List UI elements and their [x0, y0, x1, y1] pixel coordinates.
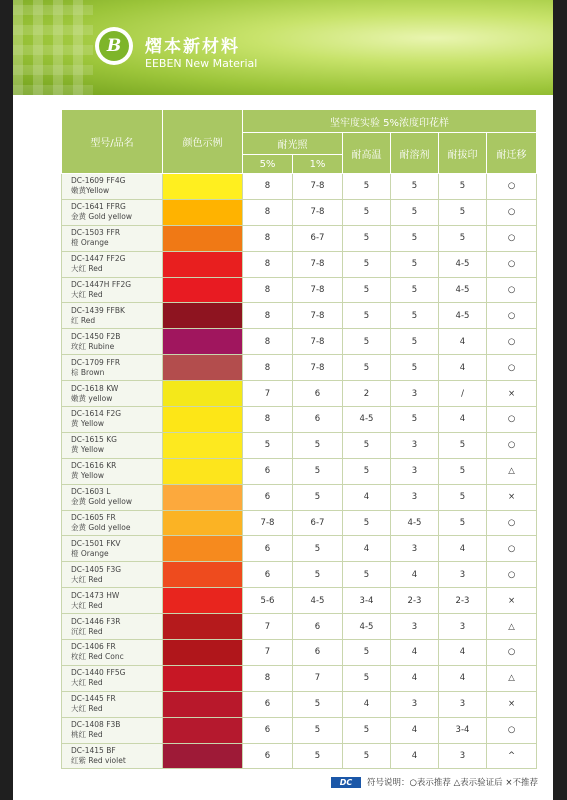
product-name-cell: [62, 329, 163, 355]
migration-symbol: △: [487, 665, 537, 691]
logo-mark: B: [99, 31, 129, 61]
table-row: [62, 432, 537, 458]
light-1pct-value: 6-7: [293, 225, 343, 251]
product-name-cell: [62, 536, 163, 562]
solvent-value: 3: [391, 691, 439, 717]
color-swatch: [163, 665, 243, 691]
solvent-value: 4: [391, 562, 439, 588]
light-5pct-value: 6: [243, 458, 293, 484]
product-code: DC-1615 KG: [71, 435, 117, 445]
product-name-cell: [62, 640, 163, 666]
color-swatch: [163, 251, 243, 277]
product-name-cell: [62, 407, 163, 433]
dc-logo-badge: DC: [331, 777, 361, 788]
migration-symbol: ○: [487, 407, 537, 433]
migration-symbol: ×: [487, 484, 537, 510]
color-swatch: [163, 484, 243, 510]
migration-symbol: ○: [487, 510, 537, 536]
pigment-fastness-table: [61, 109, 537, 769]
bleed-value: 4: [439, 329, 487, 355]
light-5pct-value: 8: [243, 355, 293, 381]
light-5pct-value: 7: [243, 381, 293, 407]
table-row: [62, 691, 537, 717]
light-1pct-value: 6: [293, 407, 343, 433]
heat-value: 5: [343, 277, 391, 303]
color-swatch: [163, 355, 243, 381]
header-color-sample: 颜色示例: [163, 110, 243, 174]
bleed-value: /: [439, 381, 487, 407]
product-label: 玫红 Rubine: [71, 341, 115, 351]
solvent-value: 4: [391, 743, 439, 769]
product-name-cell: [62, 743, 163, 769]
table-row: [62, 562, 537, 588]
product-code: DC-1501 FKV: [71, 538, 121, 548]
product-name-cell: [62, 458, 163, 484]
light-5pct-value: 8: [243, 277, 293, 303]
solvent-value: 4: [391, 665, 439, 691]
migration-symbol: ○: [487, 277, 537, 303]
product-name-cell: [62, 432, 163, 458]
light-5pct-value: 8: [243, 407, 293, 433]
product-label: 黄 Yellow: [71, 471, 104, 481]
migration-symbol: ^: [487, 743, 537, 769]
product-label: 桃红 Red: [71, 730, 103, 740]
product-label: 嫩黄Yellow: [71, 186, 110, 196]
light-1pct-value: 5: [293, 691, 343, 717]
bleed-value: 4: [439, 355, 487, 381]
table-row: [62, 458, 537, 484]
color-swatch: [163, 381, 243, 407]
header-banner: [13, 0, 553, 95]
heat-value: 5: [343, 562, 391, 588]
header-bleed: 耐拔印: [439, 133, 487, 174]
color-swatch: [163, 743, 243, 769]
table-row: [62, 484, 537, 510]
bleed-value: 5: [439, 510, 487, 536]
table-row: [62, 225, 537, 251]
color-swatch: [163, 225, 243, 251]
light-1pct-value: 5: [293, 432, 343, 458]
light-5pct-value: 6: [243, 484, 293, 510]
table-row: [62, 665, 537, 691]
product-code: DC-1614 F2G: [71, 409, 122, 419]
table-row: [62, 355, 537, 381]
product-label: 红 Red: [71, 315, 96, 325]
color-swatch: [163, 199, 243, 225]
product-name-cell: [62, 355, 163, 381]
header-light-5pct: 5%: [243, 155, 293, 174]
light-5pct-value: 5: [243, 432, 293, 458]
light-1pct-value: 6: [293, 381, 343, 407]
product-code: DC-1709 FFR: [71, 357, 121, 367]
table-row: [62, 303, 537, 329]
solvent-value: 5: [391, 251, 439, 277]
symbol-legend: [331, 775, 538, 789]
product-name-cell: [62, 665, 163, 691]
heat-value: 4: [343, 691, 391, 717]
heat-value: 4: [343, 536, 391, 562]
product-code: DC-1473 HW: [71, 590, 120, 600]
bleed-value: 3: [439, 614, 487, 640]
light-5pct-value: 7: [243, 614, 293, 640]
bleed-value: 5: [439, 225, 487, 251]
legend-text: 符号说明：○表示推荐 △表示验证后 ×不推荐: [367, 778, 538, 788]
table-row: [62, 588, 537, 614]
heat-value: 5: [343, 743, 391, 769]
heat-value: 4: [343, 484, 391, 510]
migration-symbol: ○: [487, 251, 537, 277]
product-label: 枚红 Red Conc: [71, 652, 124, 662]
table-row: [62, 329, 537, 355]
brand-name-cn: 熠本新材料: [145, 37, 240, 57]
light-1pct-value: 6: [293, 640, 343, 666]
light-1pct-value: 5: [293, 484, 343, 510]
product-name-cell: [62, 562, 163, 588]
product-label: 大红 Red: [71, 264, 103, 274]
bleed-value: 4: [439, 536, 487, 562]
heat-value: 5: [343, 640, 391, 666]
bleed-value: 4: [439, 665, 487, 691]
product-label: 金黄 Gold yelloe: [71, 523, 131, 533]
product-code: DC-1439 FFBK: [71, 305, 125, 315]
product-name-cell: [62, 614, 163, 640]
light-5pct-value: 7-8: [243, 510, 293, 536]
light-5pct-value: 6: [243, 536, 293, 562]
solvent-value: 5: [391, 277, 439, 303]
migration-symbol: ×: [487, 381, 537, 407]
light-1pct-value: 7-8: [293, 303, 343, 329]
solvent-value: 5: [391, 174, 439, 200]
product-code: DC-1447H FF2G: [71, 280, 132, 289]
migration-symbol: △: [487, 614, 537, 640]
solvent-value: 3: [391, 381, 439, 407]
migration-symbol: ○: [487, 432, 537, 458]
bleed-value: 2-3: [439, 588, 487, 614]
heat-value: 5: [343, 329, 391, 355]
product-code: DC-1405 F3G: [71, 564, 122, 574]
heat-value: 5: [343, 458, 391, 484]
product-name-cell: [62, 225, 163, 251]
table-row: [62, 407, 537, 433]
color-swatch: [163, 588, 243, 614]
solvent-value: 3: [391, 458, 439, 484]
light-1pct-value: 5: [293, 562, 343, 588]
light-5pct-value: 8: [243, 329, 293, 355]
migration-symbol: ○: [487, 303, 537, 329]
light-1pct-value: 5: [293, 717, 343, 743]
color-swatch: [163, 562, 243, 588]
color-swatch: [163, 407, 243, 433]
heat-value: 4-5: [343, 407, 391, 433]
color-swatch: [163, 432, 243, 458]
product-code: DC-1406 FR: [71, 642, 116, 652]
light-5pct-value: 7: [243, 640, 293, 666]
banner-pattern: [13, 0, 93, 95]
header-solvent: 耐溶剂: [391, 133, 439, 174]
solvent-value: 5: [391, 329, 439, 355]
solvent-value: 3: [391, 484, 439, 510]
product-code: DC-1641 FFRG: [71, 202, 126, 212]
heat-value: 5: [343, 303, 391, 329]
product-name-cell: [62, 303, 163, 329]
solvent-value: 4: [391, 640, 439, 666]
color-swatch: [163, 510, 243, 536]
bleed-value: 5: [439, 432, 487, 458]
product-name-cell: [62, 484, 163, 510]
light-1pct-value: 7: [293, 665, 343, 691]
migration-symbol: ○: [487, 640, 537, 666]
product-name-cell: [62, 510, 163, 536]
bleed-value: 4-5: [439, 277, 487, 303]
solvent-value: 5: [391, 303, 439, 329]
header-migration: 耐迁移: [487, 133, 537, 174]
heat-value: 5: [343, 717, 391, 743]
bleed-value: 3: [439, 691, 487, 717]
bleed-value: 4-5: [439, 251, 487, 277]
product-label: 红紫 Red violet: [71, 756, 126, 766]
migration-symbol: ○: [487, 329, 537, 355]
product-label: 大红 Red: [71, 600, 103, 610]
migration-symbol: ○: [487, 562, 537, 588]
color-swatch: [163, 536, 243, 562]
migration-symbol: ○: [487, 355, 537, 381]
brand-logo: [95, 27, 133, 65]
migration-symbol: ×: [487, 691, 537, 717]
table-row: [62, 381, 537, 407]
heat-value: 4-5: [343, 614, 391, 640]
product-name-cell: [62, 588, 163, 614]
light-5pct-value: 8: [243, 665, 293, 691]
solvent-value: 3: [391, 614, 439, 640]
light-1pct-value: 6: [293, 614, 343, 640]
bleed-value: 5: [439, 484, 487, 510]
product-name-cell: [62, 251, 163, 277]
heat-value: 5: [343, 432, 391, 458]
light-1pct-value: 7-8: [293, 174, 343, 200]
solvent-value: 5: [391, 225, 439, 251]
migration-symbol: ○: [487, 536, 537, 562]
light-1pct-value: 7-8: [293, 355, 343, 381]
bleed-value: 5: [439, 199, 487, 225]
heat-value: 5: [343, 199, 391, 225]
table-row: [62, 251, 537, 277]
solvent-value: 5: [391, 407, 439, 433]
color-swatch: [163, 717, 243, 743]
table-row: [62, 199, 537, 225]
solvent-value: 5: [391, 199, 439, 225]
bleed-value: 3: [439, 562, 487, 588]
product-label: 金黄 Gold yellow: [71, 212, 132, 222]
heat-value: 2: [343, 381, 391, 407]
product-label: 嫩黄 yellow: [71, 393, 113, 403]
table-body: [62, 174, 537, 769]
light-1pct-value: 7-8: [293, 199, 343, 225]
color-swatch: [163, 303, 243, 329]
heat-value: 5: [343, 510, 391, 536]
light-5pct-value: 6: [243, 743, 293, 769]
table-row: [62, 717, 537, 743]
light-1pct-value: 5: [293, 743, 343, 769]
light-5pct-value: 5-6: [243, 588, 293, 614]
product-label: 大红 Red: [71, 678, 103, 688]
product-label: 黄 Yellow: [71, 445, 104, 455]
table-row: [62, 536, 537, 562]
migration-symbol: △: [487, 458, 537, 484]
product-code: DC-1447 FF2G: [71, 254, 126, 264]
product-label: 橙 Orange: [71, 548, 109, 558]
bleed-value: 3: [439, 743, 487, 769]
bleed-value: 5: [439, 174, 487, 200]
solvent-value: 5: [391, 355, 439, 381]
header-fastness-group: 坚牢度实验 5%浓度印花样: [243, 110, 537, 133]
table-row: [62, 174, 537, 200]
migration-symbol: ○: [487, 225, 537, 251]
heat-value: 5: [343, 251, 391, 277]
product-code: DC-1446 F3R: [71, 616, 121, 626]
product-name-cell: [62, 381, 163, 407]
light-5pct-value: 8: [243, 199, 293, 225]
product-code: DC-1440 FF5G: [71, 668, 126, 678]
product-code: DC-1408 F3B: [71, 720, 121, 730]
product-code: DC-1450 F2B: [71, 331, 121, 341]
color-swatch: [163, 458, 243, 484]
product-code: DC-1616 KR: [71, 461, 117, 471]
bleed-value: 4: [439, 407, 487, 433]
light-1pct-value: 5: [293, 458, 343, 484]
light-1pct-value: 7-8: [293, 277, 343, 303]
bleed-value: 3-4: [439, 717, 487, 743]
migration-symbol: ○: [487, 717, 537, 743]
heat-value: 5: [343, 355, 391, 381]
product-label: 黄 Yellow: [71, 419, 104, 429]
product-name-cell: [62, 717, 163, 743]
product-code: DC-1605 FR: [71, 513, 116, 523]
light-1pct-value: 5: [293, 536, 343, 562]
product-code: DC-1603 L: [71, 487, 111, 497]
color-swatch: [163, 640, 243, 666]
bleed-value: 4: [439, 640, 487, 666]
product-label: 大红 Red: [71, 704, 103, 714]
color-swatch: [163, 329, 243, 355]
table-row: [62, 743, 537, 769]
color-swatch: [163, 277, 243, 303]
solvent-value: 4: [391, 717, 439, 743]
migration-symbol: ○: [487, 174, 537, 200]
table-row: [62, 277, 537, 303]
solvent-value: 4-5: [391, 510, 439, 536]
solvent-value: 3: [391, 536, 439, 562]
color-swatch: [163, 614, 243, 640]
header-light-fastness: 耐光照: [243, 133, 343, 155]
product-label: 棕 Brown: [71, 367, 105, 377]
product-code: DC-1445 FR: [71, 694, 116, 704]
table-row: [62, 614, 537, 640]
brand-name-en: EEBEN New Material: [145, 57, 258, 70]
migration-symbol: ○: [487, 199, 537, 225]
product-label: 大红 Red: [71, 290, 103, 299]
light-1pct-value: 7-8: [293, 251, 343, 277]
color-swatch: [163, 174, 243, 200]
light-5pct-value: 8: [243, 174, 293, 200]
heat-value: 5: [343, 225, 391, 251]
product-name-cell: [62, 277, 163, 303]
solvent-value: 2-3: [391, 588, 439, 614]
light-5pct-value: 6: [243, 717, 293, 743]
bleed-value: 5: [439, 458, 487, 484]
light-5pct-value: 8: [243, 251, 293, 277]
product-label: 橙 Orange: [71, 238, 109, 248]
light-1pct-value: 6-7: [293, 510, 343, 536]
heat-value: 5: [343, 174, 391, 200]
header-model: 型号/品名: [62, 110, 163, 174]
product-code: DC-1503 FFR: [71, 228, 121, 238]
light-1pct-value: 4-5: [293, 588, 343, 614]
heat-value: 5: [343, 665, 391, 691]
light-5pct-value: 8: [243, 225, 293, 251]
light-5pct-value: 8: [243, 303, 293, 329]
product-label: 沉红 Red: [71, 626, 103, 636]
migration-symbol: ×: [487, 588, 537, 614]
heat-value: 3-4: [343, 588, 391, 614]
bleed-value: 4-5: [439, 303, 487, 329]
light-5pct-value: 6: [243, 562, 293, 588]
product-name-cell: [62, 174, 163, 200]
color-swatch: [163, 691, 243, 717]
table-row: [62, 640, 537, 666]
product-name-cell: [62, 199, 163, 225]
header-light-1pct: 1%: [293, 155, 343, 174]
light-1pct-value: 7-8: [293, 329, 343, 355]
product-label: 金黄 Gold yellow: [71, 497, 132, 507]
product-code: DC-1415 BF: [71, 746, 116, 756]
product-name-cell: [62, 691, 163, 717]
table-row: [62, 510, 537, 536]
light-5pct-value: 6: [243, 691, 293, 717]
product-label: 大红 Red: [71, 574, 103, 584]
header-heat: 耐高温: [343, 133, 391, 174]
product-code: DC-1609 FF4G: [71, 176, 126, 186]
solvent-value: 3: [391, 432, 439, 458]
product-code: DC-1618 KW: [71, 383, 119, 393]
